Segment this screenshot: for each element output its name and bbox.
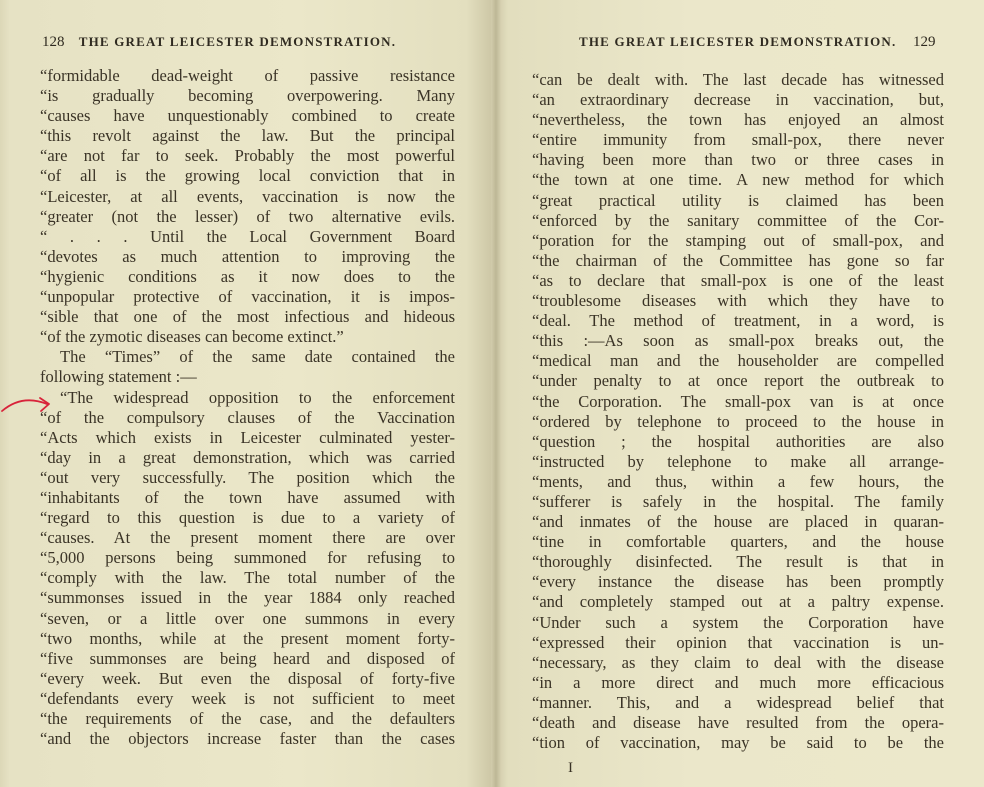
text-line: “formidable dead-weight of passive resistance bbox=[40, 66, 455, 85]
text-line: “sufferer is safely in the hospital. The family bbox=[532, 491, 944, 511]
text-line: “entire immunity from small-pox, there never bbox=[532, 130, 944, 150]
text-line: “expressed their opinion that vaccination is un- bbox=[532, 632, 944, 652]
text-line: “in a more direct and much more efficacious bbox=[532, 672, 944, 692]
text-line: “devotes as much attention to improving the bbox=[40, 246, 455, 266]
text-line: “of all is the growing local conviction that in bbox=[40, 166, 455, 186]
text-line: “and the objectors increase faster than the cases bbox=[40, 729, 455, 749]
text-line: “great practical utility is claimed has been bbox=[532, 190, 944, 210]
text-line: “seven, or a little over one summons in every bbox=[40, 608, 455, 628]
text-line: “are not far to seek. Probably the most powerful bbox=[40, 146, 455, 166]
text-line: “regard to this question is due to a variety of bbox=[40, 508, 455, 528]
text-line: “day in a great demonstration, which was carried bbox=[40, 447, 455, 467]
text-line: “deal. The method of treatment, in a word, is bbox=[532, 311, 944, 331]
text-line: “troublesome diseases with which they have to bbox=[532, 291, 944, 311]
text-line: “comply with the law. The total number of the bbox=[40, 568, 455, 588]
text-line: “ments, and thus, within a few hours, the bbox=[532, 471, 944, 491]
text-line: “question ; the hospital authorities are also bbox=[532, 431, 944, 451]
left-running-head bbox=[42, 34, 396, 54]
text-line: “the chairman of the Committee has gone so far bbox=[532, 250, 944, 270]
text-line: “the requirements of the case, and the defaulters bbox=[40, 709, 455, 728]
text-line: “can be dealt with. The last decade has witnessed bbox=[532, 70, 944, 89]
text-line: “out very successfully. The position which the bbox=[40, 467, 455, 487]
text-line: “the town at one time. A new method for which bbox=[532, 170, 944, 190]
text-line: “5,000 persons being summoned for refusing to bbox=[40, 548, 455, 568]
text-line: “medical man and the householder are compelled bbox=[532, 351, 944, 371]
text-line: “two months, while at the present moment forty- bbox=[40, 628, 455, 648]
text-line: “an extraordinary decrease in vaccination, but, bbox=[532, 90, 944, 110]
text-line: “unpopular protective of vaccination, it is impos- bbox=[40, 287, 455, 307]
text-line: “having been more than two or three cases in bbox=[532, 150, 944, 170]
right-running-title: THE GREAT LEICESTER DEMONSTRATION. bbox=[579, 34, 897, 49]
text-line: “greater (not the lesser) of two alternative evils. bbox=[40, 206, 455, 226]
text-line: “thoroughly disinfected. The result is that in bbox=[532, 552, 944, 572]
text-line: “poration for the stamping out of small-pox, and bbox=[532, 230, 944, 250]
text-line: “tine in comfortable quarters, and the house bbox=[532, 532, 944, 552]
text-line: “this revolt against the law. But the principal bbox=[40, 126, 455, 146]
text-line: “this :—As soon as small-pox breaks out, the bbox=[532, 331, 944, 351]
text-line: “is gradually becoming overpowering. Many bbox=[40, 86, 455, 106]
text-line: “and completely stamped out at a paltry expense. bbox=[532, 592, 944, 612]
text-line: “Under such a system the Corporation have bbox=[532, 612, 944, 632]
red-arrow-annotation bbox=[0, 392, 60, 422]
text-line: “causes have unquestionably combined to create bbox=[40, 106, 455, 126]
text-line: “the Corporation. The small-pox van is at once bbox=[532, 391, 944, 411]
text-line: following statement :— bbox=[40, 367, 197, 387]
text-line: “inhabitants of the town have assumed with bbox=[40, 487, 455, 507]
text-line: “instructed by telephone to make all arrange- bbox=[532, 451, 944, 471]
text-line: “death and disease have resulted from the opera- bbox=[532, 713, 944, 732]
text-line: “nevertheless, the town has enjoyed an almost bbox=[532, 110, 944, 130]
book-gutter bbox=[491, 0, 501, 787]
text-line: “every week. But even the disposal of forty-five bbox=[40, 668, 455, 688]
left-page-body bbox=[40, 66, 455, 749]
left-running-title: THE GREAT LEICESTER DEMONSTRATION. bbox=[78, 34, 397, 49]
text-line: “enforced by the sanitary committee of the Cor- bbox=[532, 210, 944, 230]
text-line: “necessary, as they claim to deal with the disease bbox=[532, 652, 944, 672]
text-line: “ . . . Until the Local Government Board bbox=[40, 226, 455, 246]
right-page bbox=[496, 0, 984, 787]
text-line: “sible that one of the most infectious and hideous bbox=[40, 307, 455, 327]
text-line: “ordered by telephone to proceed to the house in bbox=[532, 411, 944, 431]
text-line: “under penalty to at once report the outbreak to bbox=[532, 371, 944, 391]
right-page-body bbox=[532, 70, 944, 753]
text-line: “summonses issued in the year 1884 only reached bbox=[40, 588, 455, 608]
text-line: “manner. This, and a widespread belief that bbox=[532, 692, 944, 712]
signature-mark: I bbox=[568, 760, 573, 776]
left-page-number: 128 bbox=[42, 34, 65, 50]
text-line: “and inmates of the house are placed in quaran- bbox=[532, 512, 944, 532]
text-line: “of the zymotic diseases can become extinct.” bbox=[40, 327, 344, 347]
text-line: “Leicester, at all events, vaccination is now the bbox=[40, 186, 455, 206]
right-running-head bbox=[579, 34, 935, 54]
text-line: “as to declare that small-pox is one of the least bbox=[532, 270, 944, 290]
text-line: “The widespread opposition to the enforcement bbox=[60, 387, 455, 407]
text-line: “defendants every week is not sufficient to meet bbox=[40, 688, 455, 708]
text-line: “tion of vaccination, may be said to be the bbox=[532, 733, 944, 753]
text-line: “Acts which exists in Leicester culminated yester- bbox=[40, 427, 455, 447]
right-page-number: 129 bbox=[912, 34, 936, 50]
text-line: “of the compulsory clauses of the Vaccination bbox=[40, 407, 455, 427]
text-line: “causes. At the present moment there are over bbox=[40, 528, 455, 548]
text-line: “every instance the disease has been promptly bbox=[532, 572, 944, 592]
text-line: “hygienic conditions as it now does to the bbox=[40, 266, 455, 286]
text-line: “five summonses are being heard and disposed of bbox=[40, 648, 455, 668]
text-line: The “Times” of the same date contained the bbox=[60, 347, 455, 367]
